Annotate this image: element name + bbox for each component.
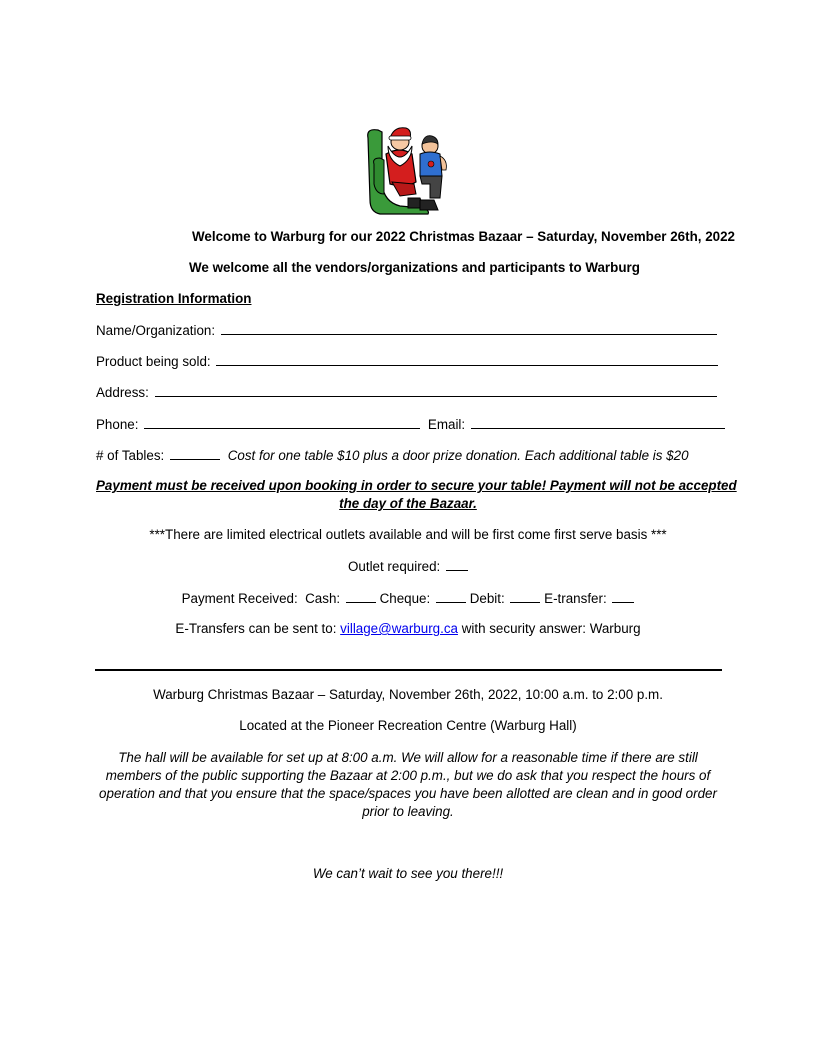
heading-line-2: We welcome all the vendors/organizations and participants to Warburg [189,260,640,275]
etransfer-suffix: with security answer: Warburg [461,621,641,636]
etransfer-label: E-transfer: [544,591,607,606]
cash-field[interactable] [346,590,376,603]
phone-field[interactable] [144,416,420,429]
outlet-required-label: Outlet required: [347,559,441,574]
tables-note: Cost for one table $10 plus a door prize donation. Each additional table is $20 [227,448,689,463]
hall-paragraph: The hall will be available for set up at 8:00 a.m. We will allow for a reasonable time if there are still members of the public supporting the Bazaar at 2:00 p.m., but we do ask that you respect the hours of operation and that you ensure that the space/spaces you have been allotted are clean and in good order prior to leaving. [99,750,717,819]
cheque-label: Cheque: [379,591,431,606]
outlets-notice: ***There are limited electrical outlets available and will be first come first serve basis *** [149,527,667,542]
payment-received-row [96,590,720,606]
registration-title: Registration Information [96,291,252,306]
debit-field[interactable] [510,590,540,603]
email-label: Email: [427,417,466,432]
event-line: Warburg Christmas Bazaar – Saturday, November 26th, 2022, 10:00 a.m. to 2:00 p.m. [153,687,663,702]
product-row [96,353,718,369]
etransfer-prefix: E-Transfers can be sent to: [175,621,337,636]
address-label: Address: [96,385,149,400]
address-field[interactable] [155,384,717,397]
payment-received-label: Payment Received: [181,591,298,606]
etransfer-field[interactable] [612,590,634,603]
closing-line: We can’t wait to see you there!!! [312,866,504,881]
name-field[interactable] [221,322,717,335]
cheque-field[interactable] [436,590,466,603]
tables-field[interactable] [170,447,220,460]
cash-label: Cash: [305,591,341,606]
name-label: Name/Organization: [96,323,216,338]
product-field[interactable] [216,353,718,366]
tables-label: # of Tables: [96,448,165,463]
name-row [96,322,717,338]
outlet-required-field[interactable] [446,558,468,571]
etransfer-email-link[interactable]: village@warburg.ca [340,621,458,636]
heading-line-1: Welcome to Warburg for our 2022 Christmas Bazaar – Saturday, November 26th, 2022 [192,229,735,244]
outlet-required-row [96,558,720,574]
phone-label: Phone: [96,417,139,432]
tables-row [96,447,689,463]
debit-label: Debit: [469,591,505,606]
section-divider [95,669,722,671]
payment-notice-line-1: Payment must be received upon booking in order to secure your table! Payment will not be accepted [96,478,737,493]
email-field[interactable] [471,416,725,429]
payment-notice-line-2: the day of the Bazaar. [339,496,477,511]
location-line: Located at the Pioneer Recreation Centre (Warburg Hall) [239,718,577,733]
etransfer-info [96,621,720,636]
santa-with-child-icon [360,124,456,216]
contact-row [96,416,725,432]
product-label: Product being sold: [96,354,211,369]
address-row [96,384,717,400]
